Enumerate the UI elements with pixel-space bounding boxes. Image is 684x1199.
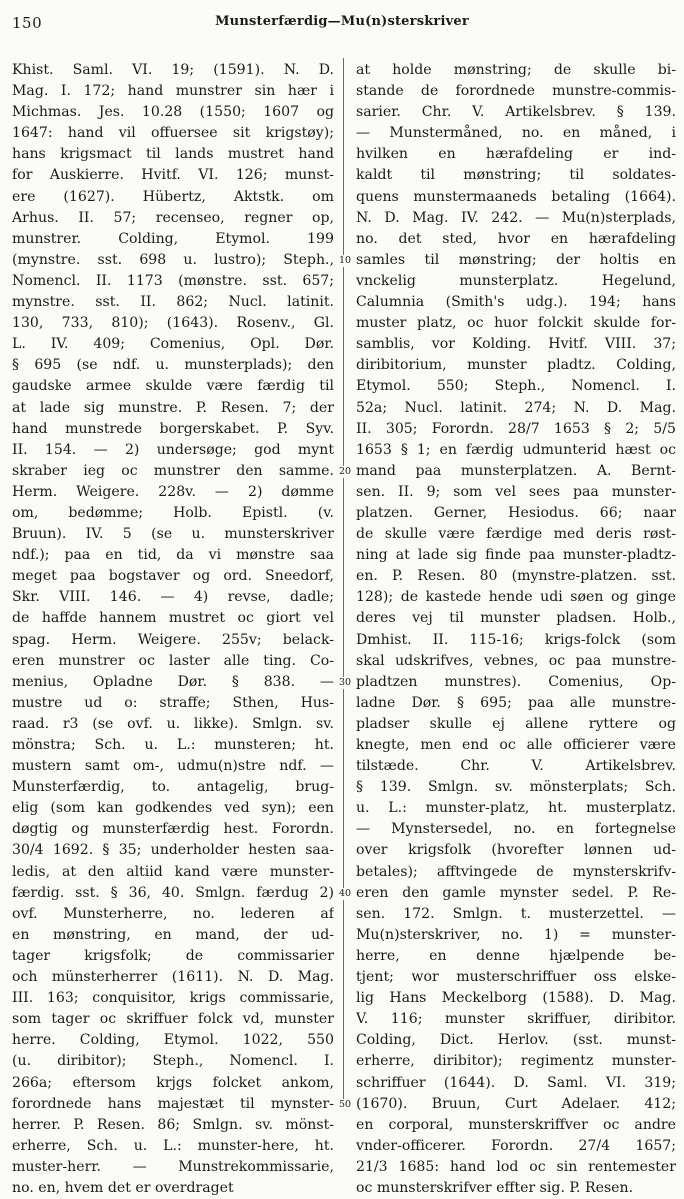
right-column-line: tilstæde. Chr. V. Artikelsbrev. — [356, 758, 676, 775]
left-column-line: munstrer. Colding, Etymol. 199 — [12, 230, 334, 247]
left-column-line: ledis, at den altiid kand være munster- — [12, 863, 334, 880]
right-column-line: betales); afftvingede de mynsterskrifv- — [356, 863, 676, 880]
left-column-line: hand munstrede borgerskabet. P. Syv. — [12, 420, 334, 437]
right-column-line: diribitorium, munster pladtz. Colding, — [356, 357, 676, 374]
right-column-line: — Mynstersedel, no. en fortegnelse — [356, 821, 676, 838]
right-column-line: 1653 § 1; en færdig udmunterid hæst oc — [356, 441, 676, 458]
left-column-line: døgtig og munsterfærdig hest. Forordn. — [12, 821, 334, 838]
right-column-line: at holde mønstring; de skulle bi- — [356, 62, 676, 78]
left-column-line: færdig. sst. § 36, 40. Smlgn. færdug 2) — [12, 884, 334, 901]
left-column-line: som tager oc skriffuer folck vd, munster — [12, 1011, 334, 1028]
left-column-line: ndf.); paa en tid, da vi mønstre saa — [12, 547, 334, 564]
right-column-line: Calumnia (Smith's udg.). 194; hans — [356, 294, 676, 311]
line-number: 10 — [334, 255, 356, 267]
left-column-line: Mag. I. 172; hand munstrer sin hær i — [12, 83, 334, 100]
column-rule — [343, 58, 344, 1103]
right-column-line: Colding, Dict. Herlov. (sst. munst- — [356, 1032, 676, 1049]
left-column-line: de haffde hannem mustret oc giort vel — [12, 610, 334, 627]
left-column-line: ere (1627). Hübertz, Aktstk. om — [12, 188, 334, 205]
right-column-line: Mu(n)sterskriver, no. 1) = munster- — [356, 926, 676, 943]
right-column-line: ning at lade sig finde paa munster-pladtz- — [356, 547, 676, 564]
right-column-line: 128); de kastede hende udi søen og ginge — [356, 589, 676, 606]
right-column-line: sen. 172. Smlgn. t. musterzettel. — — [356, 905, 676, 922]
right-column-line: ladne Dør. § 695; paa alle munstre- — [356, 694, 676, 711]
right-column-line: en. P. Resen. 80 (mynstre-platzen. sst. — [356, 568, 676, 585]
right-column-line: N. D. Mag. IV. 242. — Mu(n)sterplads, — [356, 209, 676, 226]
right-column-line: stande de forordnede munstre-commis- — [356, 83, 676, 100]
right-column-line: platzen. Gerner, Hesiodus. 66; naar — [356, 504, 676, 521]
right-column-line: lig Hans Meckelborg (1588). D. Mag. — [356, 990, 676, 1007]
left-column-line: raad. r3 (se ovf. u. likke). Smlgn. sv. — [12, 715, 334, 732]
right-column-line: — Munstermåned, no. en måned, i — [356, 125, 676, 142]
right-column-line: skal udskrifves, vebnes, oc paa munstre- — [356, 652, 676, 669]
right-column-line: deres vej til munster pladsen. Holb., — [356, 610, 676, 627]
left-column-line: mustre ud o: straffe; Sthen, Hus- — [12, 694, 334, 711]
right-column-line: eren den gamle mynster sedel. P. Re- — [356, 884, 676, 901]
right-column-line: 21/3 1685: hand lod oc sin rentemester — [356, 1158, 676, 1175]
left-column-line: Bruun). IV. 5 (se u. munsterskriver — [12, 526, 334, 543]
left-column-line: 1647: hand vil offuersee sit krigstøy); — [12, 125, 334, 142]
left-column-line: Skr. VIII. 146. — 4) revse, dadle; — [12, 589, 334, 606]
left-column-line: L. IV. 409; Comenius, Opl. Dør. — [12, 336, 334, 353]
right-column-line: knegte, men end oc alle officierer være — [356, 737, 676, 753]
left-column-line: III. 163; conquisitor, krigs commissarie, — [12, 990, 334, 1007]
left-column-line: spag. Herm. Weigere. 255v; belack- — [12, 631, 334, 648]
right-column-line: Dmhist. II. 115-16; krigs-folck (som — [356, 631, 676, 648]
left-column-line: hans krigsmact til lands mustret hand — [12, 146, 334, 163]
right-column-line: V. 116; munster skriffuer, diribitor. — [356, 1011, 676, 1028]
right-column-line: muster platz, oc huor folckit skulde for- — [356, 315, 676, 332]
left-column-line: at lade sig munstre. P. Resen. 7; der — [12, 399, 334, 416]
left-column-line: tager krigsfolk; de commissarier — [12, 947, 334, 964]
right-column-line: tjent; wor musterschriffuer oss elske- — [356, 969, 676, 986]
left-column-line: forordnede hans majestæt til mynster- — [12, 1095, 334, 1112]
left-column-line: Nomencl. II. 1173 (mønstre. sst. 657; — [12, 272, 334, 289]
right-column-line: u. L.: munster-platz, ht. musterplatz. — [356, 800, 676, 817]
right-column-line: no. det sted, hvor en hærafdeling — [356, 230, 676, 247]
left-column-line: mönstra; Sch. u. L.: munsteren; ht. — [12, 737, 334, 753]
left-column-line: eren munstrer oc laster alle ting. Co- — [12, 652, 334, 669]
right-column-line: vnckelig munsterplatz. Hegelund, — [356, 272, 676, 289]
right-column-line: hvilken en hærafdeling er ind- — [356, 146, 676, 163]
running-head: Munsterfærdig—Mu(n)sterskriver — [215, 14, 469, 29]
left-column-line: herre. Colding, Etymol. 1022, 550 — [12, 1032, 334, 1049]
left-column-line: och münsterherrer (1611). N. D. Mag. — [12, 969, 334, 986]
left-column-line: 30/4 1692. § 35; underholder hesten saa- — [12, 842, 334, 859]
left-column-line: mustern samt om-, udmu(n)stre ndf. — — [12, 758, 334, 775]
line-number: 20 — [334, 466, 356, 478]
left-column-line: § 695 (se ndf. u. munsterplads); den — [12, 357, 334, 374]
left-column-line: elig (som kan godkendes ved syn); een — [12, 800, 334, 817]
right-column-line: § 139. Smlgn. sv. mönsterplats; Sch. — [356, 779, 676, 796]
left-column-line: muster-herr. — Munstrekommissarie, — [12, 1158, 334, 1175]
left-column-line: Khist. Saml. VI. 19; (1591). N. D. — [12, 62, 334, 78]
left-column-line: Munsterfærdig, to. antagelig, brug- — [12, 779, 334, 796]
right-column-line: en corporal, munsterskriffver oc andre — [356, 1116, 676, 1133]
right-column-line: samblis, vor Kolding. Hvitf. VIII. 37; — [356, 336, 676, 353]
right-column-line: Etymol. 550; Steph., Nomencl. I. — [356, 378, 676, 395]
right-column-line: over krigsfolk (hvorefter lønnen ud- — [356, 842, 676, 859]
right-column-line: kaldt til mønstring; til soldates- — [356, 167, 676, 184]
right-column-line: de skulle være færdige med deris røst- — [356, 526, 676, 543]
left-column-line: no. en, hvem det er overdraget — [12, 1179, 234, 1196]
right-column-line: pladtzen munstres). Comenius, Op- — [356, 673, 676, 690]
left-column-line: (mynstre. sst. 698 u. lustro); Steph., — [12, 251, 334, 268]
left-column-line: skraber ieg oc munstrer den samme. — [12, 462, 334, 479]
left-column-line: Herm. Weigere. 228v. — 2) dømme — [12, 483, 334, 500]
right-column-line: herre, en denne hjælpende be- — [356, 947, 676, 964]
right-column-line: erherre, diribitor); regimentz munster- — [356, 1053, 676, 1070]
left-column-line: Michmas. Jes. 10.28 (1550; 1607 og — [12, 104, 334, 121]
left-column-line: (u. diribitor); Steph., Nomencl. I. — [12, 1053, 334, 1070]
line-number: 50 — [334, 1099, 356, 1111]
right-column-line: oc munsterskrifver effter sig. P. Resen. — [356, 1179, 634, 1196]
left-column — [12, 60, 334, 1199]
line-number: 40 — [334, 888, 356, 900]
page-header — [0, 0, 684, 42]
left-column-line: mynstre. sst. II. 862; Nucl. latinit. — [12, 294, 334, 311]
left-column-line: 130, 733, 810); (1643). Rosenv., Gl. — [12, 315, 334, 332]
right-column-line: sarier. Chr. V. Artikelsbrev. § 139. — [356, 104, 676, 121]
right-column-line: II. 305; Forordn. 28/7 1653 § 2; 5/5 — [356, 420, 676, 437]
right-column-line: schriffuer (1644). D. Saml. VI. 319; — [356, 1074, 676, 1091]
left-column-line: om, bedømme; Holb. Epistl. (v. — [12, 504, 334, 521]
line-number: 30 — [334, 677, 356, 689]
right-column-line: pladser skulle ej allene ryttere og — [356, 715, 676, 732]
right-column-line: quens munstermaaneds betaling (1664). — [356, 188, 676, 205]
left-column-line: for Auskierre. Hvitf. VI. 126; munst- — [12, 167, 334, 184]
left-column-line: erherre, Sch. u. L.: munster-here, ht. — [12, 1137, 334, 1154]
left-column-line: Arhus. II. 57; recenseo, regner op, — [12, 209, 334, 226]
right-column-line: mand paa munsterplatzen. A. Bernt- — [356, 462, 676, 479]
right-column-line: (1670). Bruun, Curt Adelaer. 412; — [356, 1095, 676, 1112]
right-column-line: 52a; Nucl. latinit. 274; N. D. Mag. — [356, 399, 676, 416]
left-column-line: 266a; eftersom krjgs folcket ankom, — [12, 1074, 334, 1091]
left-column-line: meget paa bogstaver og ord. Sneedorf, — [12, 568, 334, 585]
right-column-line: sen. II. 9; som vel sees paa munster- — [356, 483, 676, 500]
right-column — [356, 60, 676, 1199]
left-column-line: ovf. Munsterherre, no. lederen af — [12, 905, 334, 922]
page-number: 150 — [12, 14, 43, 32]
left-column-line: II. 154. — 2) undersøge; god mynt — [12, 441, 334, 458]
left-column-line: menius, Opladne Dør. § 838. — — [12, 673, 334, 690]
right-column-line: vnder-officerer. Forordn. 27/4 1657; — [356, 1137, 676, 1154]
left-column-line: gaudske armee skulde være færdig til — [12, 378, 334, 395]
left-column-line: en mønstring, en mand, der ud- — [12, 926, 334, 943]
left-column-line: herrer. P. Resen. 86; Smlgn. sv. mönst- — [12, 1116, 334, 1133]
right-column-line: samles til mønstring; der holtis en — [356, 251, 676, 268]
